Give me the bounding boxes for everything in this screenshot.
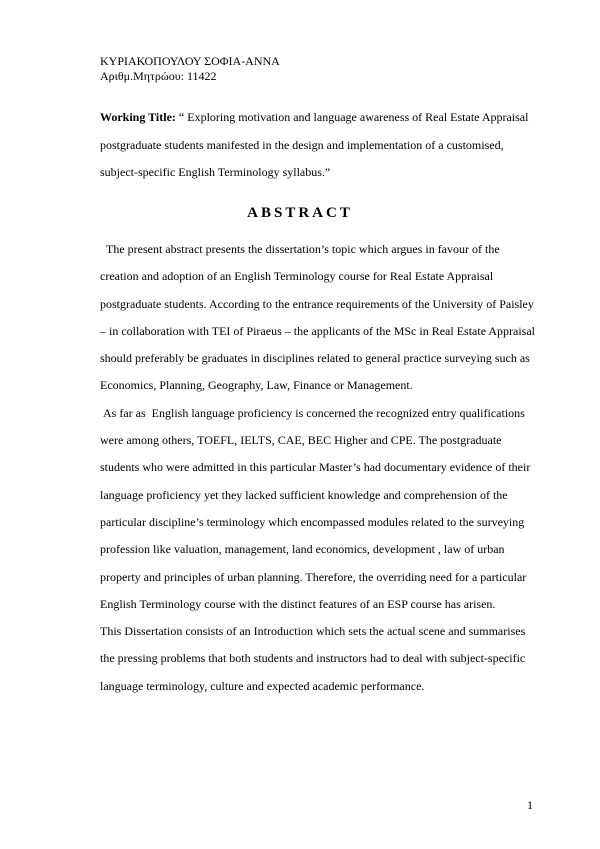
working-title-text: “ Exploring motivation and language awareness of Real Estate Appraisal postgraduate students manifested in the design and implementation of a customised, subject-specific English Terminology syllabus.” [100,110,529,179]
abstract-paragraph: This Dissertation consists of an Introduction which sets the actual scene and summarises the pressing problems that both students and instructors had to deal with subject-specific language terminology, culture and expected academic performance. [100,624,526,693]
abstract-heading: ABSTRACT [247,205,353,221]
author-header [100,54,280,84]
registration-number: Αριθμ.Μητρώου: 11422 [100,69,217,83]
abstract-paragraph: As far as English language proficiency is concerned the recognized entry qualifications were among others, TOEFL, IELTS, CAE, BEC Higher and CPE. The postgraduate students who were admitted in this particular Master’s had documentary evidence of their language proficiency yet they lacked sufficient knowledge and comprehension of the particular discipline’s terminology which encompassed modules related to the surveying profession like valuation, management, land economics, development , law of urban property and principles of urban planning. Therefore, the overriding need for a particular English Terminology course with the distinct features of an ESP course has arisen. [100,405,534,611]
working-title [100,104,540,187]
page-number: 1 [527,798,533,812]
author-name: ΚΥΡΙΑΚΟΠΟΥΛΟΥ ΣΟΦΙΑ-ΑΝΝΑ [100,54,280,68]
abstract-paragraph: The present abstract presents the dissertation’s topic which argues in favour of the creation and adoption of an English Terminology course for Real Estate Appraisal postgraduate students. According to the entrance requirements of the University of Paisley – in collaboration with TEI of Piraeus – the applicants of the MSc in Real Estate Appraisal should preferably be graduates in disciplines related to general practice surveying such as Economics, Planning, Geography, Law, Finance or Management. [100,242,539,393]
abstract-body [100,236,540,700]
working-title-label: Working Title: [100,110,176,124]
